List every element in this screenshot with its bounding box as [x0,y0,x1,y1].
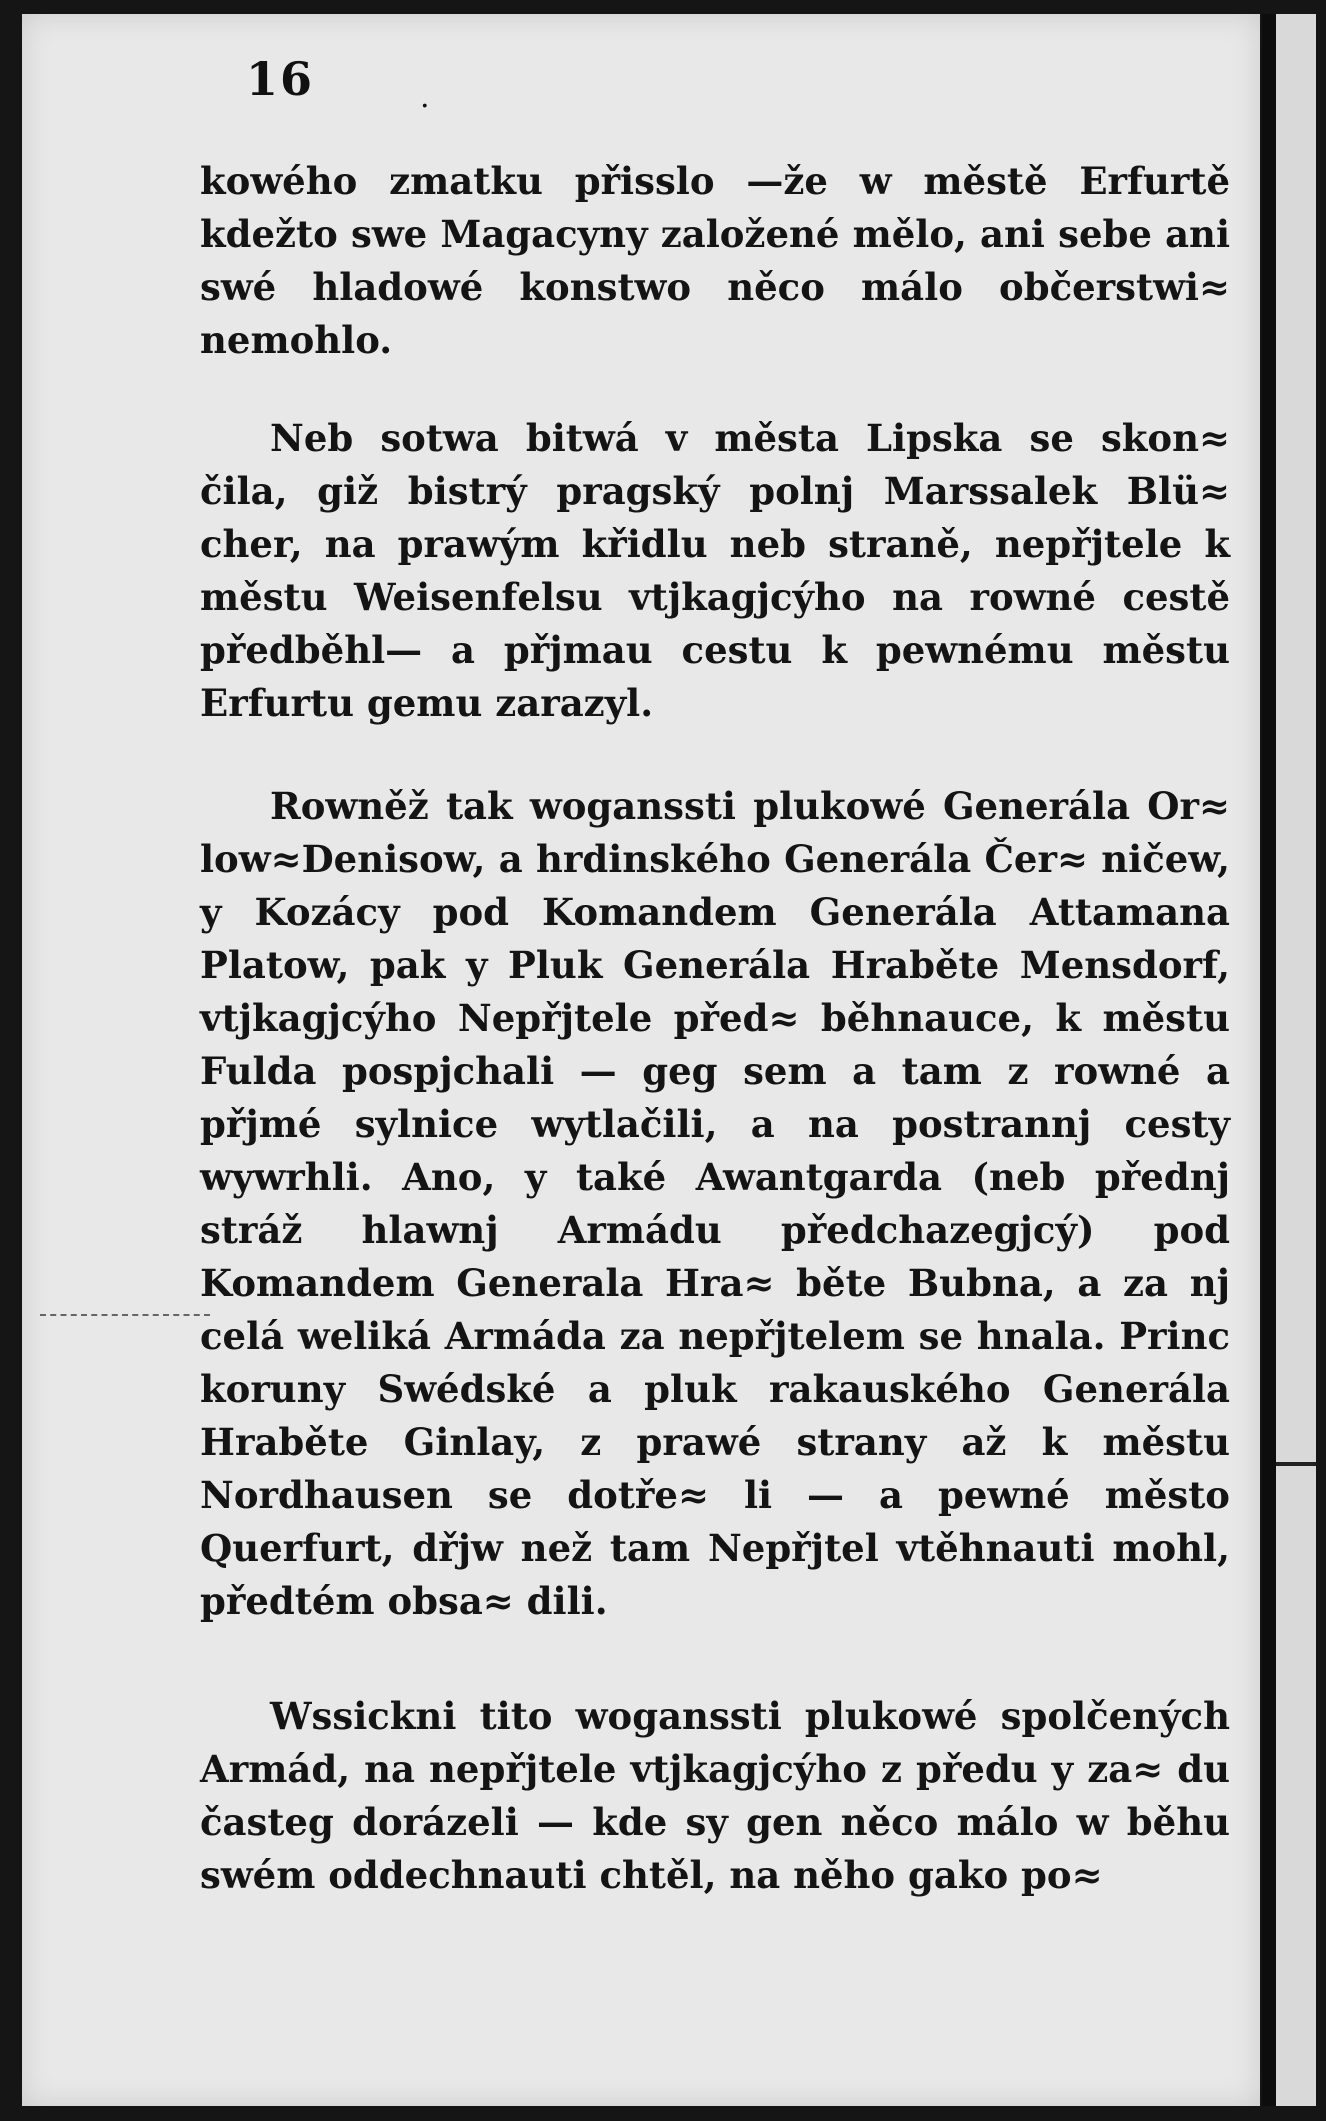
page-number: 16 [246,52,315,106]
margin-dash-mark [40,1314,210,1316]
paragraph-2: Neb sotwa bitwá v města Lipska se skon≈ čila, giž bistrý pragský polnj Marssalek Blü≈ cher, na prawým křidlu neb straně, nepřjtele k městu Weisenfelsu vtjkagjcýho na rowné cestě předběhl— a přjmau cestu k pewnému městu Erfurtu gemu zarazyl. [200,416,1230,725]
adjacent-page-edge [1276,14,1316,2106]
paragraph-3: Rowněž tak woganssti plukowé Generála Or≈ low≈Denisow, a hrdinského Generála Čer≈ ničew, y Kozácy pod Komandem Generála Attamana Platow, pak y Pluk Generála Hraběte Mensdorf, vtjkagjcýho Nepřjtele před≈ běhnauce, k městu Fulda pospjchali — geg sem a tam z rowné a přjmé sylnice wytlačili, a na postrannj cesty wywrhli. Ano, y také Awantgarda (neb přednj stráž hlawnj Armádu předchazegjcý) pod Komandem Generala Hra≈ běte Bubna, a za nj celá weliká Armáda za nepřjtelem se hnala. Princ koruny Swédské a pluk rakauského Generála Hraběte Ginlay, z prawé strany až k městu Nordhausen se dotře≈ li — a pewné město Querfurt, dřjw než tam Nepřjtel vtěhnauti mohl, předtém obsa≈ dili. [200,784,1230,1623]
header-dot: . [420,80,430,115]
edge-tick-mark [1276,1462,1316,1466]
paragraph-4: Wssickni tito woganssti plukowé spolčených Armád, na nepřjtele vtjkagjcýho z předu y za≈ du časteg dorázeli — kde sy gen něco málo w běhu swém oddechnauti chtěl, na něho gako po≈ [200,1694,1230,1897]
paragraph-1: kowého zmatku přisslo —že w městě Erfurtě kdežto swe Magacyny založené mělo, ani sebe ani swé hladowé konstwo něco málo občerstwi≈ nemohlo. [200,159,1230,362]
page-edge-divider [1262,14,1276,2106]
